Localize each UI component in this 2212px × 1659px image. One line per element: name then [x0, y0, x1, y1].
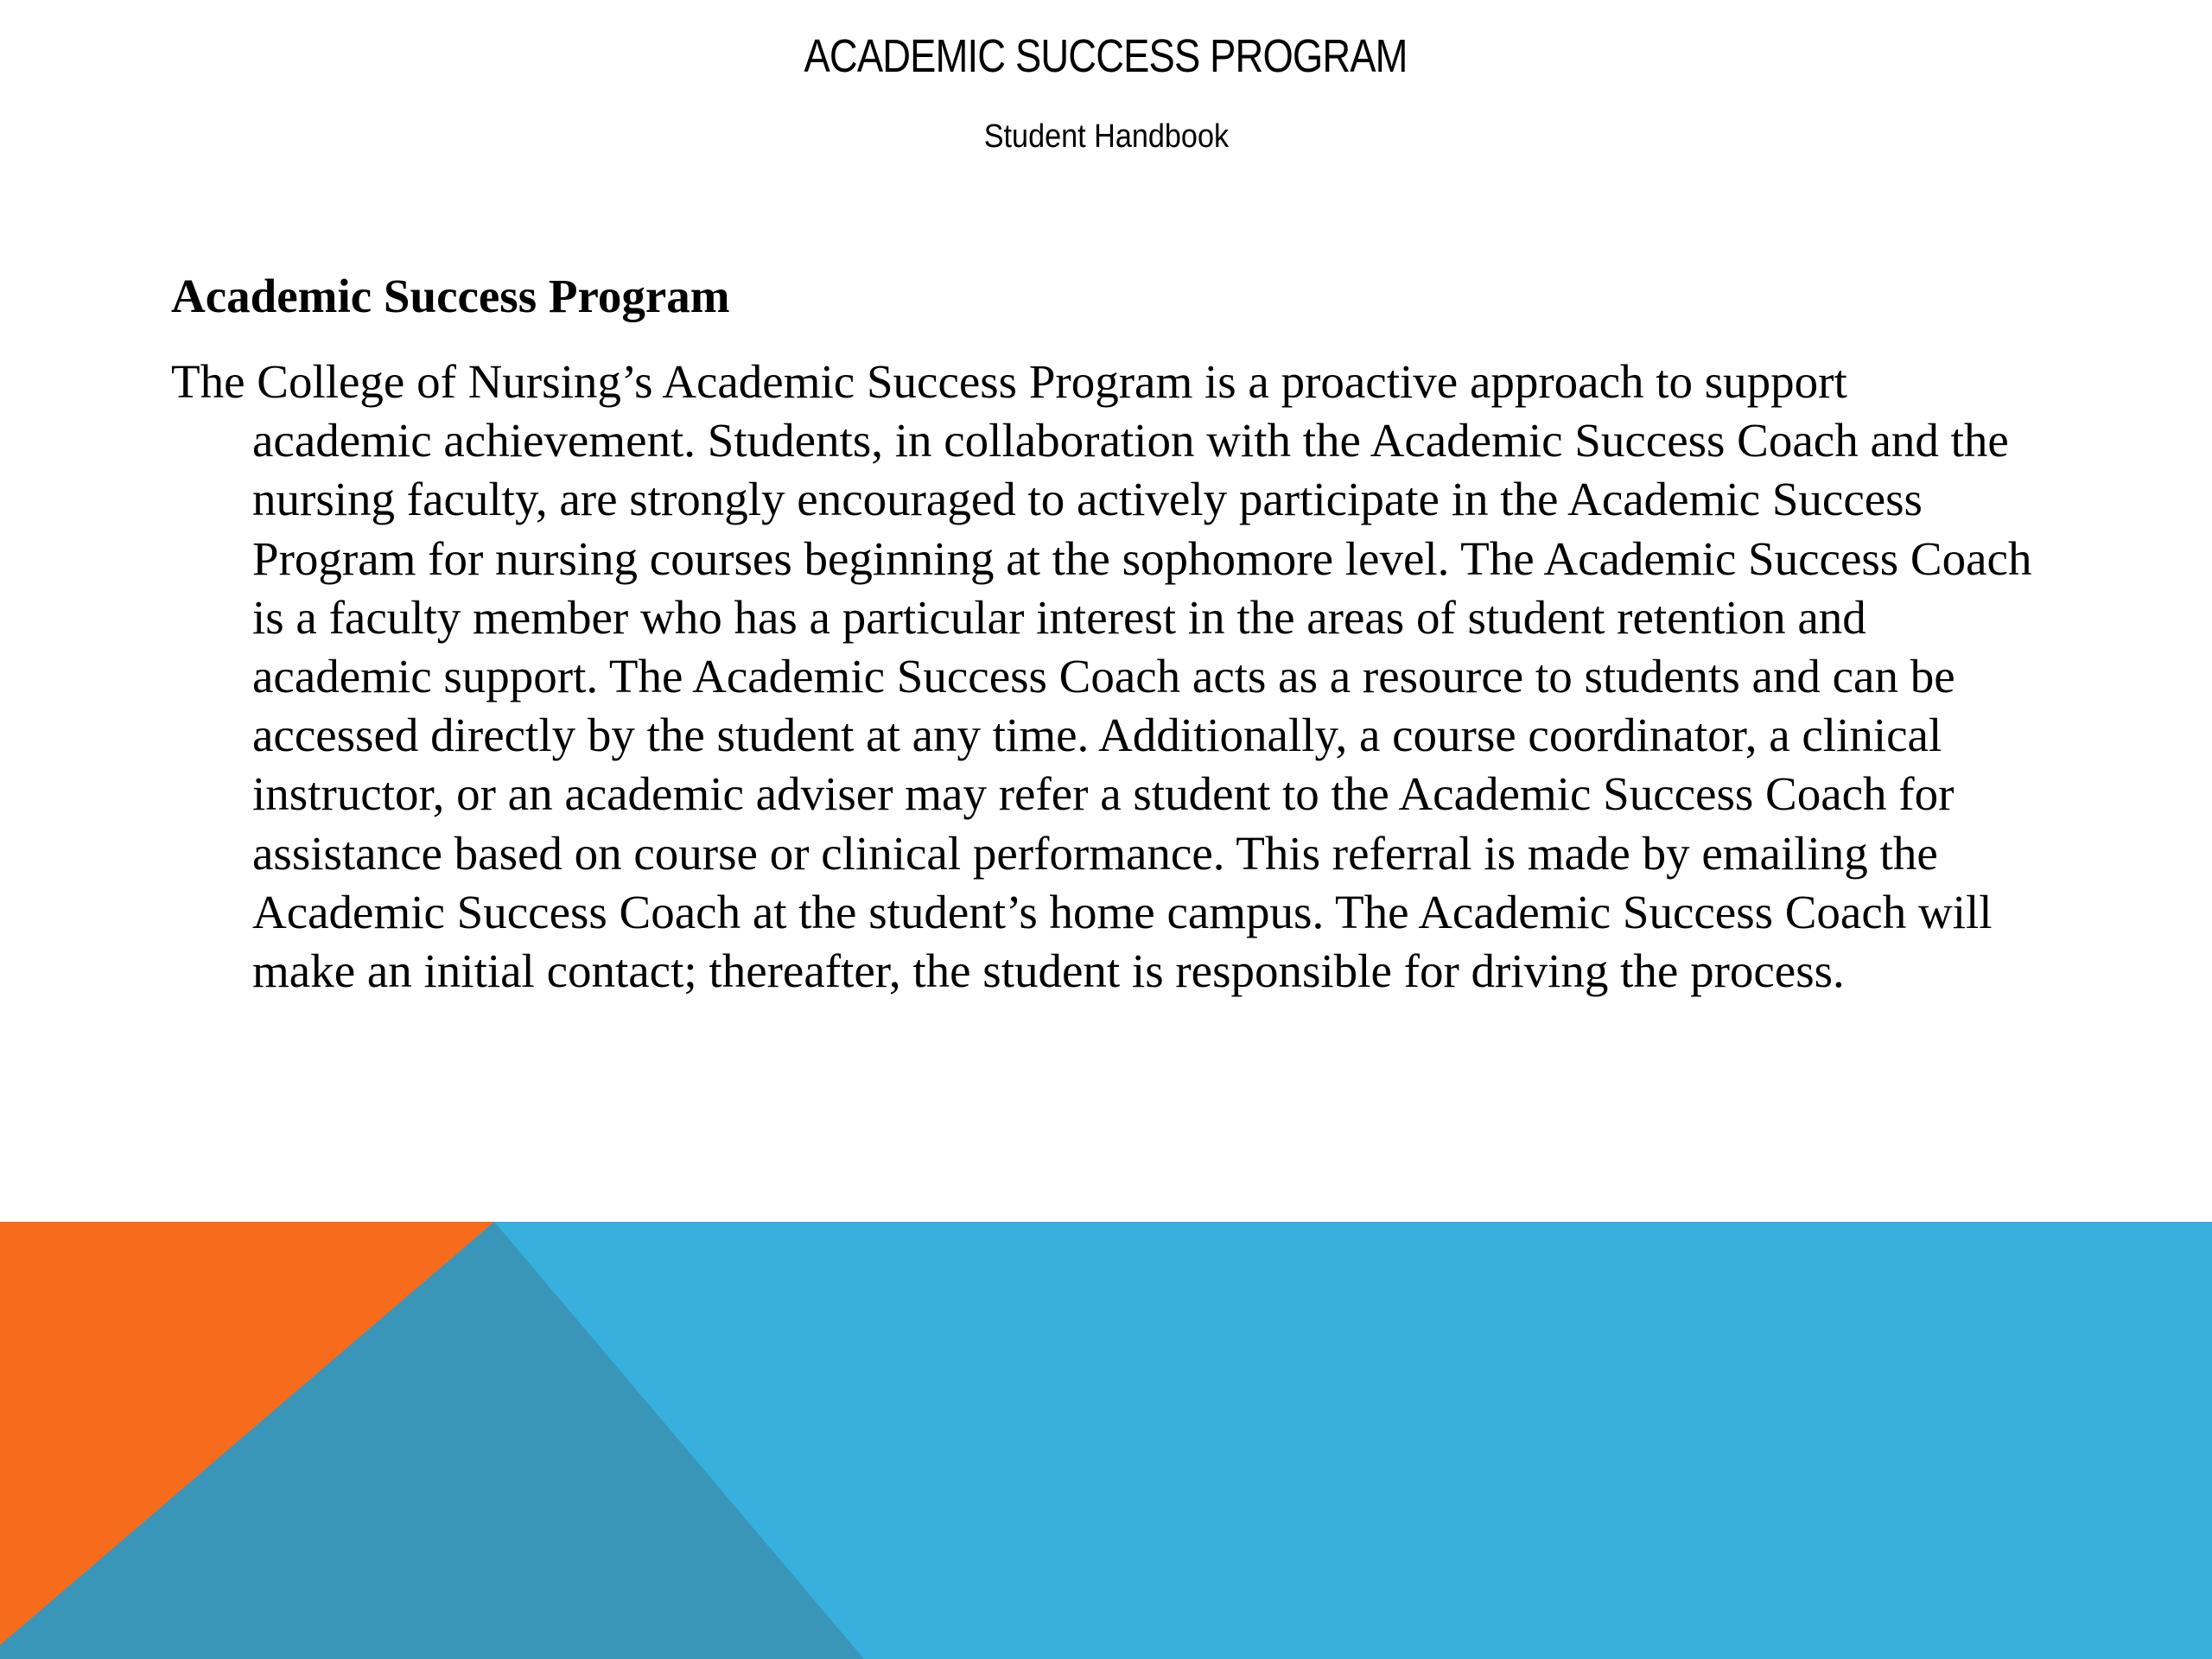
paragraph-line: instructor, or an academic adviser may refer a student to the Academic Success Coach for — [252, 767, 1955, 821]
slide-subtitle-text: Student Handbook — [983, 118, 1229, 155]
paragraph-line: make an initial contact; thereafter, the student is responsible for driving the process. — [252, 944, 1845, 998]
slide-subtitle — [0, 120, 2212, 153]
paragraph-line: assistance based on course or clinical performance. This referral is made by emailing the — [252, 826, 1938, 880]
paragraph-line: The College of Nursing’s Academic Success Program is a proactive approach to support — [171, 355, 1847, 408]
section-paragraph — [171, 353, 2158, 1001]
decorative-footer-band — [0, 1222, 2212, 1659]
section-heading: Academic Success Program — [171, 270, 730, 322]
paragraph-line: nursing faculty, are strongly encouraged to actively participate in the Academic Success — [252, 473, 1923, 526]
paragraph-line: Academic Success Coach at the student’s home campus. The Academic Success Coach will — [252, 885, 1993, 938]
slide-title — [0, 30, 2212, 82]
paragraph-line: Program for nursing courses beginning at the sophomore level. The Academic Success Coach — [252, 531, 2032, 585]
paragraph-line: academic achievement. Students, in collaboration with the Academic Success Coach and the — [252, 414, 2009, 467]
paragraph-line: academic support. The Academic Success Coach acts as a resource to students and can be — [252, 650, 1955, 703]
slide-title-text: ACADEMIC SUCCESS PROGRAM — [804, 30, 1408, 82]
paragraph-line: accessed directly by the student at any time. Additionally, a course coordinator, a clinical — [252, 709, 1942, 762]
paragraph-line: is a faculty member who has a particular interest in the areas of student retention and — [252, 590, 1866, 644]
